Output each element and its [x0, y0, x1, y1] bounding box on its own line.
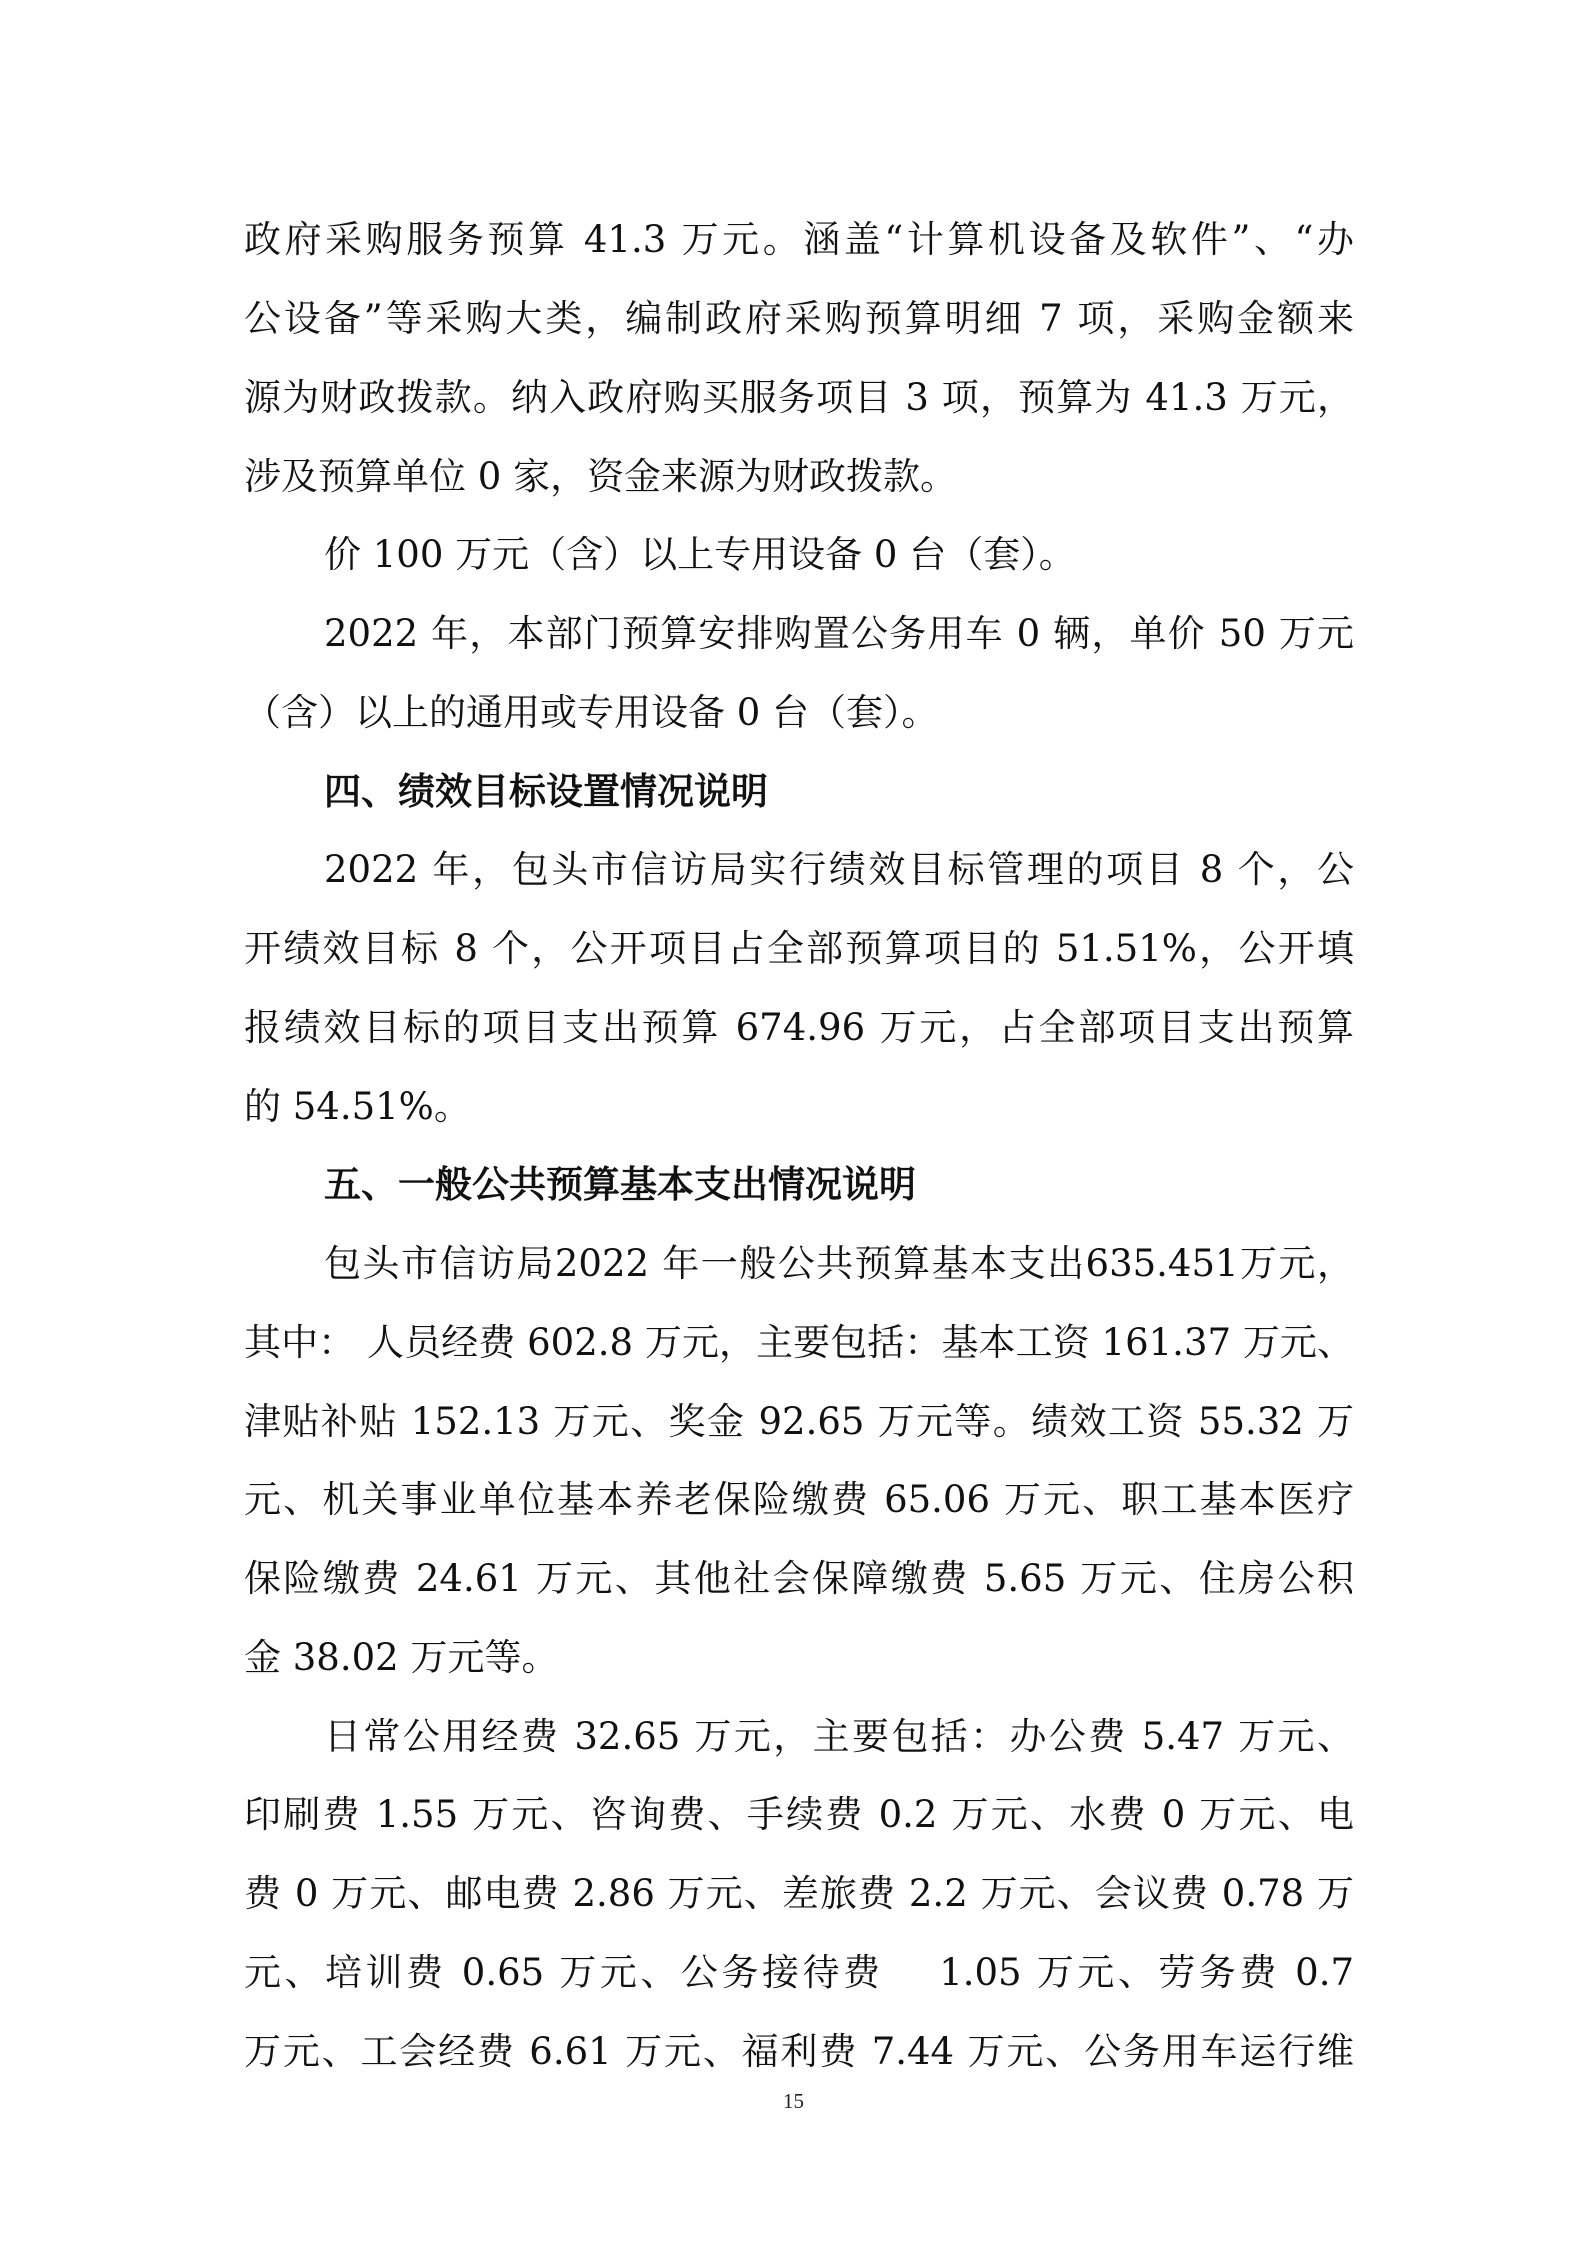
body-text-line: 2022 年，包头市信访局实行绩效目标管理的项目 8 个，公	[324, 848, 1354, 891]
body-text-line: 其中： 人员经费 602.8 万元，主要包括：基本工资 161.37 万元、	[244, 1321, 1354, 1364]
body-text-line: 公设备”等采购大类，编制政府采购预算明细 7 项，采购金额来	[244, 297, 1354, 340]
body-text-line: 保险缴费 24.61 万元、其他社会保障缴费 5.65 万元、住房公积	[244, 1557, 1354, 1600]
body-text-line: 2022 年，本部门预算安排购置公务用车 0 辆，单价 50 万元	[324, 612, 1354, 655]
body-text-line: 开绩效目标 8 个，公开项目占全部预算项目的 51.51%，公开填	[244, 927, 1354, 970]
body-text-line: 元、机关事业单位基本养老保险缴费 65.06 万元、职工基本医疗	[244, 1478, 1354, 1521]
body-text-line: 万元、工会经费 6.61 万元、福利费 7.44 万元、公务用车运行维	[244, 2030, 1354, 2073]
body-text-line: 津贴补贴 152.13 万元、奖金 92.65 万元等。绩效工资 55.32 万	[244, 1400, 1354, 1443]
body-text-line: 包头市信访局2022 年一般公共预算基本支出635.451万元，	[324, 1242, 1354, 1285]
body-text-line: 元、培训费 0.65 万元、公务接待费 1.05 万元、劳务费 0.7	[244, 1951, 1354, 1994]
body-text-line: 费 0 万元、邮电费 2.86 万元、差旅费 2.2 万元、会议费 0.78 万	[244, 1872, 1354, 1915]
section-heading-performance-goals: 四、绩效目标设置情况说明	[324, 770, 768, 813]
body-text-line: 源为财政拨款。纳入政府购买服务项目 3 项，预算为 41.3 万元，	[244, 376, 1354, 419]
body-text-line: 价 100 万元（含）以上专用设备 0 台（套）。	[324, 533, 1076, 576]
page-number: 15	[783, 2089, 804, 2113]
body-text-line: 金 38.02 万元等。	[244, 1636, 559, 1679]
body-text-line: （含）以上的通用或专用设备 0 台（套）。	[244, 691, 939, 734]
section-heading-basic-expenditure: 五、一般公共预算基本支出情况说明	[324, 1163, 916, 1206]
body-text-line: 政府采购服务预算 41.3 万元。涵盖“计算机设备及软件”、“办	[244, 218, 1354, 261]
body-text-line: 的 54.51%。	[244, 1085, 471, 1128]
body-text-line: 涉及预算单位 0 家，资金来源为财政拨款。	[244, 455, 958, 498]
body-text-line: 报绩效目标的项目支出预算 674.96 万元，占全部项目支出预算	[244, 1006, 1354, 1049]
body-text-line: 日常公用经费 32.65 万元，主要包括：办公费 5.47 万元、	[324, 1715, 1354, 1758]
body-text-line: 印刷费 1.55 万元、咨询费、手续费 0.2 万元、水费 0 万元、电	[244, 1793, 1354, 1836]
